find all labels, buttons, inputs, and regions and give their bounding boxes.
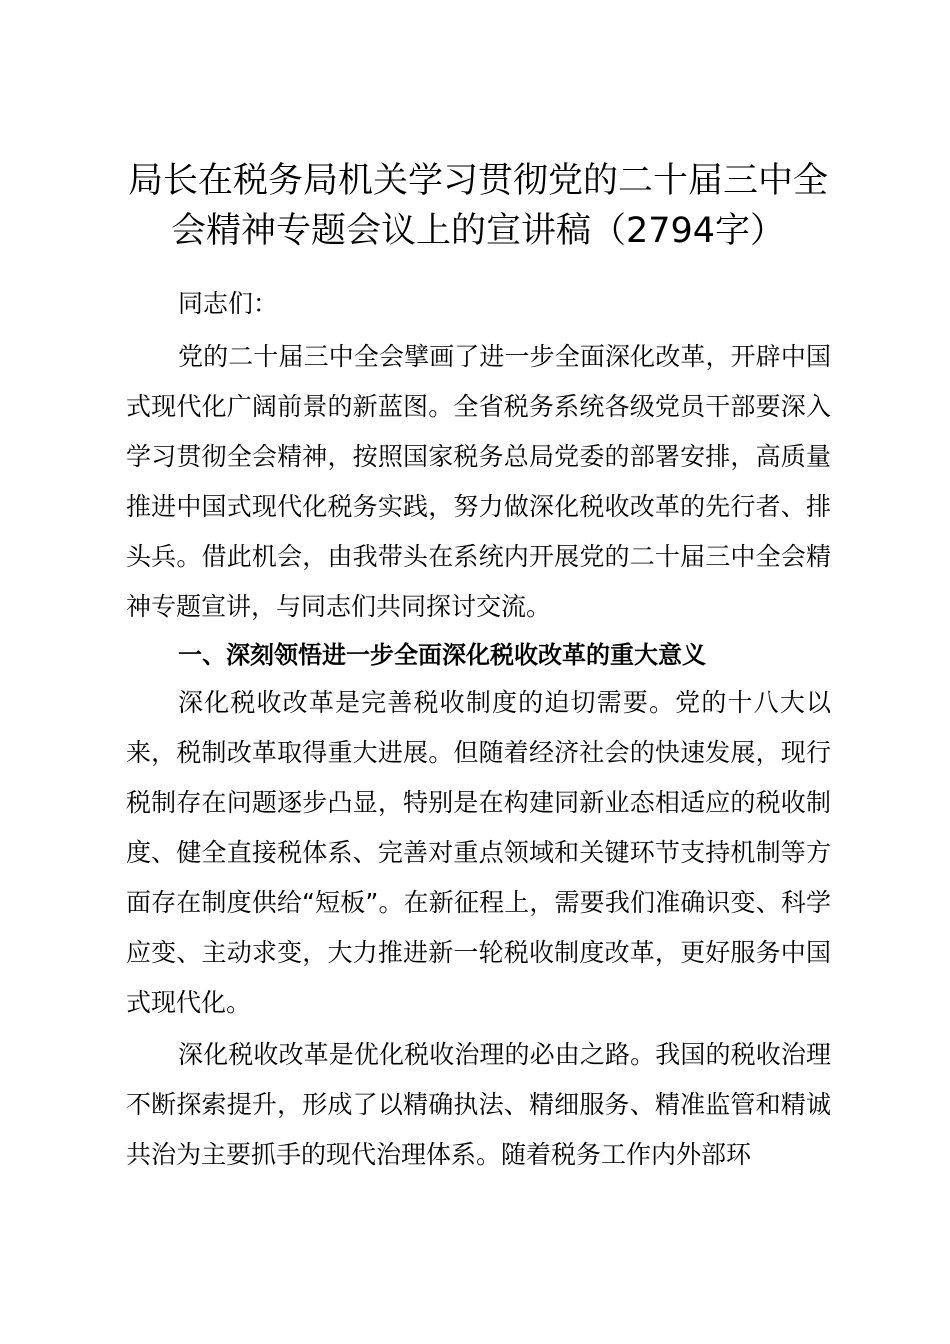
paragraph-intro: 党的二十届三中全会擘画了进一步全面深化改革，开辟中国式现代化广阔前景的新蓝图。全省税务系统各级党员干部要深入学习贯彻全会精神，按照国家税务总局党委的部署安排，高质量推进中国式现代化税务实践，努力做深化税收改革的先行者、排头兵。借此机会，由我带头在系统内开展党的二十届三中全会精神专题宣讲，与同志们共同探讨交流。 [126, 342, 831, 621]
document-title: 局长在税务局机关学习贯彻党的二十届三中全会精神专题会议上的宣讲稿（2794字） [127, 161, 828, 251]
salutation: 同志们： [178, 289, 279, 318]
paragraph-tax-governance: 深化税收改革是优化税收治理的必由之路。我国的税收治理不断探索提升，形成了以精确执法、精细服务、精准监管和精诚共治为主要抓手的现代治理体系。随着税务工作内外部环 [126, 1040, 831, 1169]
paragraph-tax-system: 深化税收改革是完善税收制度的迫切需要。党的十八大以来，税制改革取得重大进展。但随着经济社会的快速发展，现行税制存在问题逐步凸显，特别是在构建同新业态相适应的税收制度、健全直接税体系、完善对重点领域和关键环节支持机制等方面存在制度供给“短板”。在新征程上，需要我们准确识变、科学应变、主动求变，大力推进新一轮税收制度改革，更好服务中国式现代化。 [126, 688, 831, 1017]
section-heading: 一、深刻领悟进一步全面深化税收改革的重大意义 [178, 641, 706, 669]
